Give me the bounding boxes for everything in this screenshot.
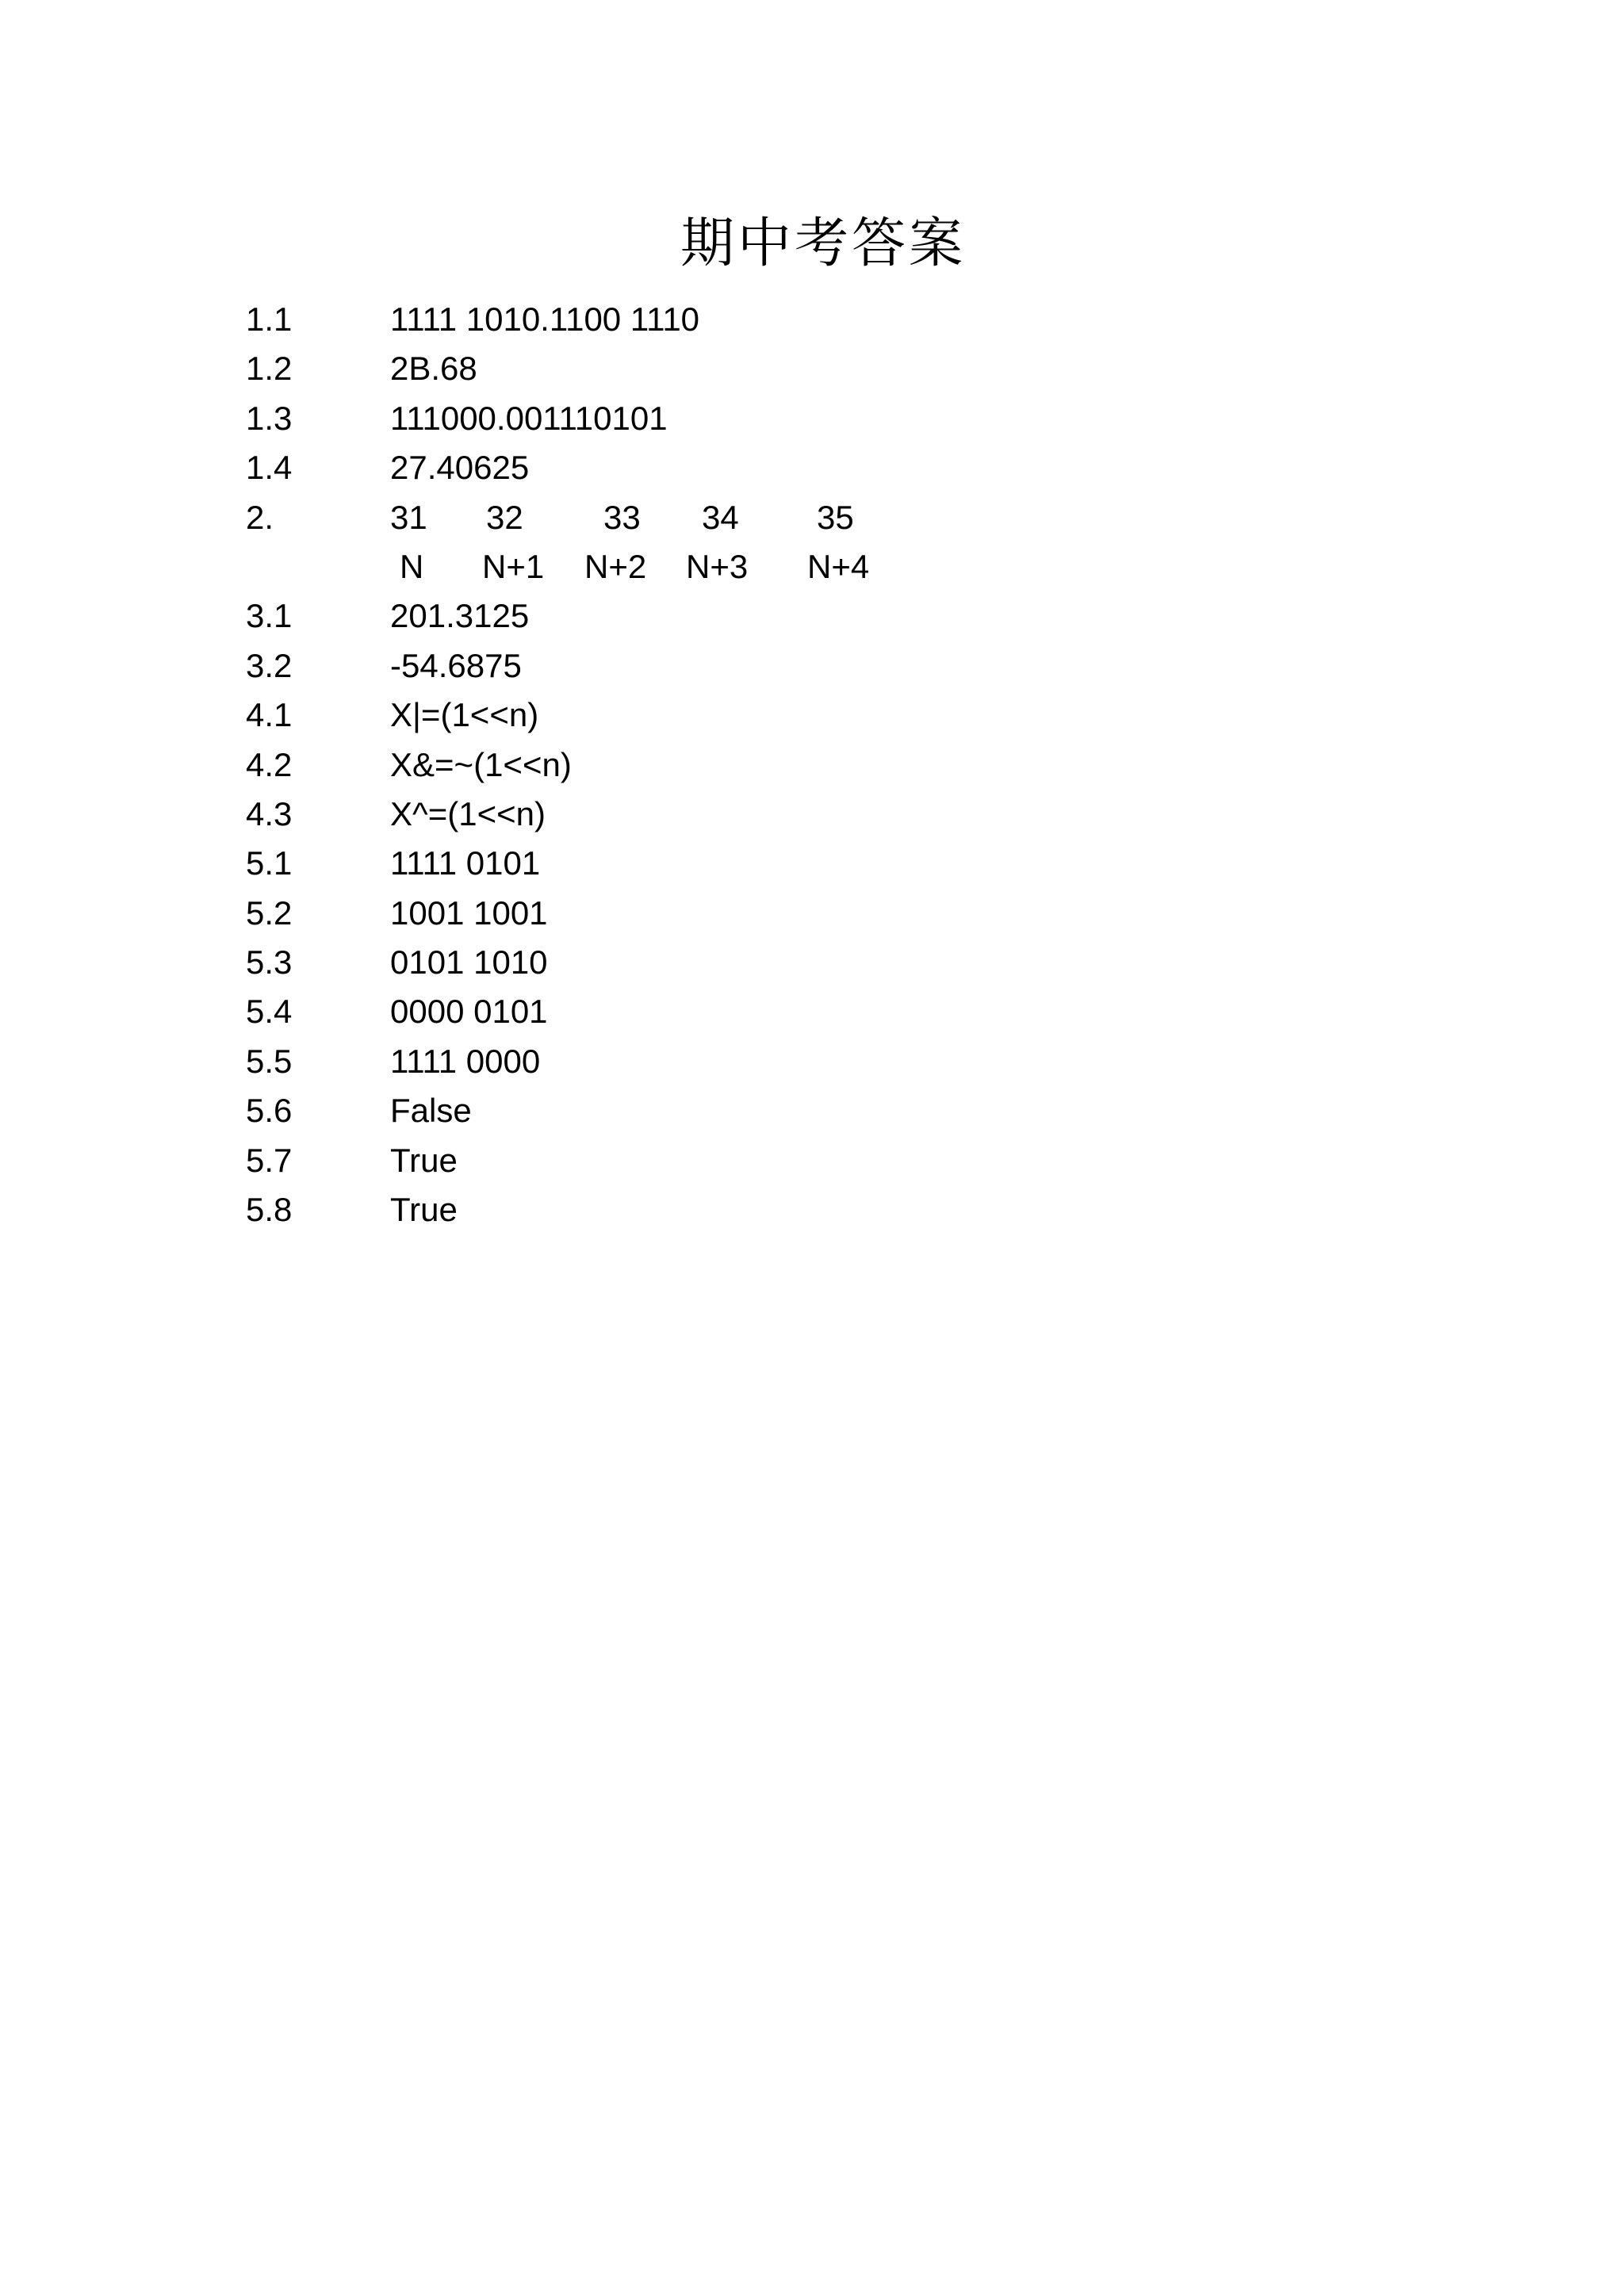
answer-text: X&=~(1<<n) (390, 745, 572, 783)
answer-text: 111000.001110101 (390, 399, 668, 437)
answer-row-1-4 (246, 443, 1356, 492)
answer-row-4-3 (246, 790, 1356, 839)
address-cell: 33 (603, 498, 641, 536)
answer-row-5-1 (246, 839, 1356, 888)
page-title: 期中考答案 (680, 212, 966, 275)
answer-row-2-addresses (246, 493, 1356, 542)
question-number: 2. (246, 498, 274, 536)
address-cell: 31 (390, 498, 427, 536)
answer-row-5-3 (246, 938, 1356, 987)
answer-row-2-values (246, 542, 1356, 591)
answer-text: 27.40625 (390, 449, 530, 487)
answer-text: 1111 1010.1100 1110 (390, 300, 700, 338)
answer-row-5-6 (246, 1086, 1356, 1135)
answer-text: False (390, 1092, 472, 1130)
question-number: 4.1 (246, 696, 293, 734)
answer-row-1-3 (246, 394, 1356, 443)
question-number: 1.4 (246, 449, 293, 487)
address-cell: 32 (486, 498, 523, 536)
answer-row-4-2 (246, 740, 1356, 790)
answer-row-1-1 (246, 295, 1356, 344)
answer-text: -54.6875 (390, 646, 522, 684)
answer-list (246, 295, 1356, 1234)
answer-row-1-2 (246, 344, 1356, 393)
answer-row-5-8 (246, 1185, 1356, 1234)
question-number: 1.2 (246, 350, 293, 388)
answer-text: X|=(1<<n) (390, 696, 539, 734)
answer-text: 0000 0101 (390, 993, 548, 1031)
question-number: 1.1 (246, 300, 293, 338)
question-number: 4.2 (246, 745, 293, 783)
question-number: 5.7 (246, 1141, 293, 1179)
question-number: 5.4 (246, 993, 293, 1031)
answer-text: 1111 0101 (390, 844, 541, 882)
question-number: 1.3 (246, 399, 293, 437)
question-number: 5.5 (246, 1042, 293, 1080)
question-number: 4.3 (246, 794, 293, 832)
address-cell: 35 (817, 498, 854, 536)
answer-row-5-2 (246, 889, 1356, 938)
value-cell: N (400, 547, 424, 585)
value-cell: N+3 (686, 547, 749, 585)
answer-text: 1111 0000 (390, 1042, 541, 1080)
question-number: 5.1 (246, 844, 293, 882)
answer-row-3-2 (246, 641, 1356, 691)
answer-row-3-1 (246, 591, 1356, 641)
question-number: 5.3 (246, 943, 293, 982)
question-number: 3.2 (246, 646, 293, 684)
answer-row-5-5 (246, 1037, 1356, 1086)
question-number: 5.6 (246, 1092, 293, 1130)
question-number: 5.8 (246, 1191, 293, 1229)
value-cell: N+2 (584, 547, 647, 585)
value-cell: N+1 (482, 547, 545, 585)
answer-text: 1001 1001 (390, 894, 548, 932)
answer-text: 2B.68 (390, 350, 477, 388)
value-cell: N+4 (807, 547, 870, 585)
answer-text: True (390, 1141, 458, 1179)
answer-row-5-4 (246, 987, 1356, 1036)
answer-text: X^=(1<<n) (390, 794, 546, 832)
answer-row-5-7 (246, 1136, 1356, 1185)
answer-row-4-1 (246, 691, 1356, 740)
address-cell: 34 (702, 498, 739, 536)
question-number: 5.2 (246, 894, 293, 932)
answer-text: 0101 1010 (390, 943, 548, 982)
answer-text: True (390, 1191, 458, 1229)
question-number: 3.1 (246, 597, 293, 635)
answer-text: 201.3125 (390, 597, 530, 635)
